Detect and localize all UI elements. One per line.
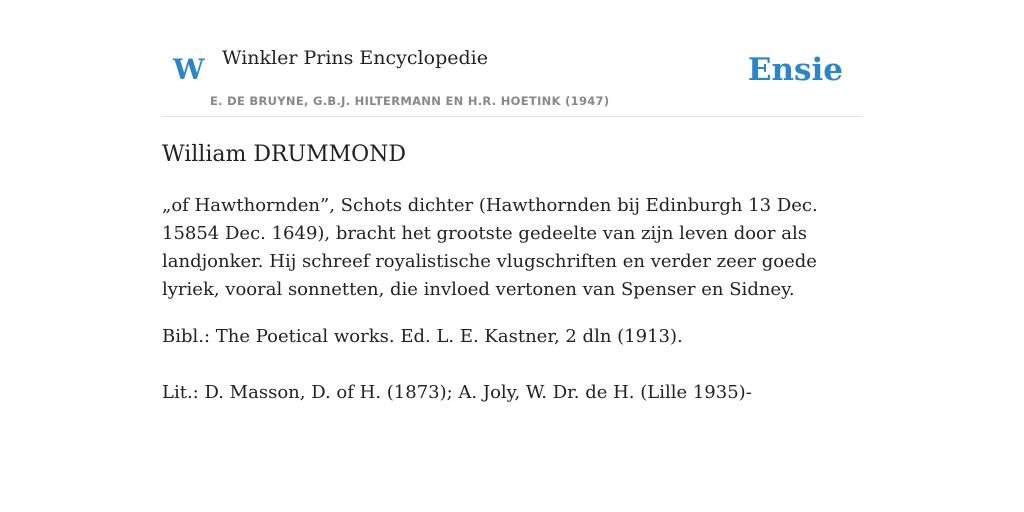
ensie-brand-link[interactable]: Ensie	[747, 52, 843, 88]
source-logo-icon: W	[173, 53, 205, 86]
page	[162, 0, 862, 403]
entry-title: William DRUMMOND	[162, 142, 407, 167]
entry-paragraph: „of Hawthornden”, Schots dichter (Hawthornden bij Edinburgh 13 Dec. 15854 Dec. 1649), bracht het grootste gedeelte van zijn leven door als landjonker. Hij schreef royalistische vlugschriften en verder zeer goede lyriek, vooral sonnetten, die invloed vertonen van Spenser en Sidney.	[162, 195, 818, 300]
bibliography-paragraph: Bibl.: The Poetical works. Ed. L. E. Kastner, 2 dln (1913).	[162, 326, 683, 347]
source-title[interactable]: Winkler Prins Encyclopedie	[222, 47, 488, 69]
literature-paragraph: Lit.: D. Masson, D. of H. (1873); A. Joly, W. Dr. de H. (Lille 1935)-	[162, 382, 752, 403]
source-authors: E. DE BRUYNE, G.B.J. HILTERMANN EN H.R. HOETINK (1947)	[210, 94, 610, 108]
source-header	[162, 0, 862, 117]
